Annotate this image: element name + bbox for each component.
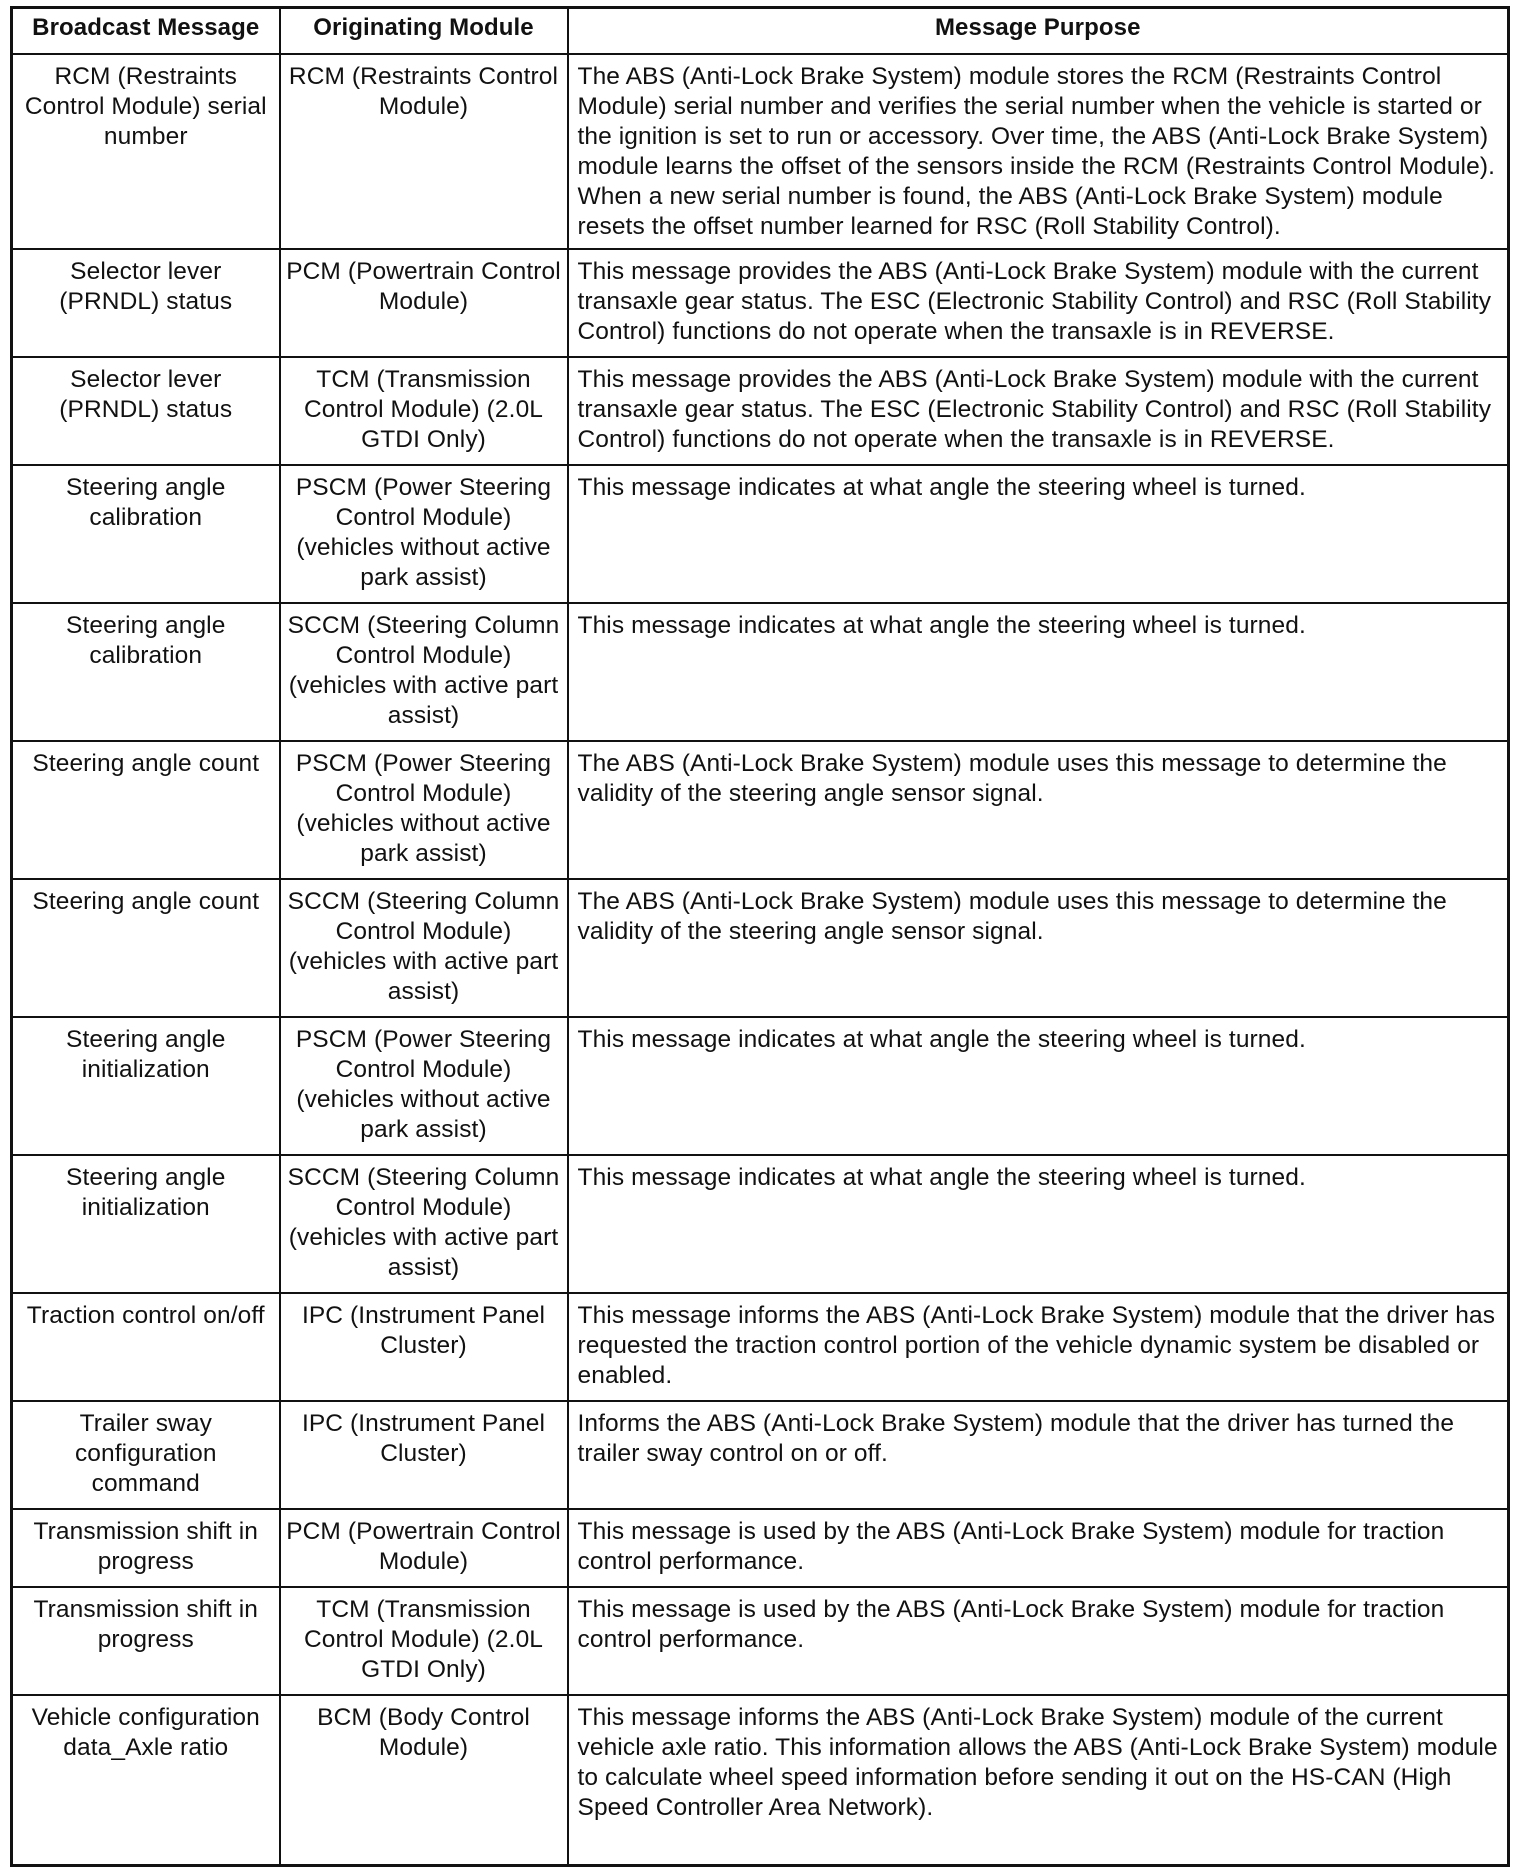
cell-originating-module: SCCM (Steering Column Control Module) (vehicles with active part assist) [280,1155,568,1293]
table-row [12,1401,1509,1509]
table-row [12,357,1509,465]
cell-message-purpose: This message indicates at what angle the steering wheel is turned. [568,1017,1509,1155]
cell-message-purpose: The ABS (Anti-Lock Brake System) module stores the RCM (Restraints Control Module) serial number and verifies the serial number when the vehicle is started or the ignition is set to run or accessory. Over time, the ABS (Anti-Lock Brake System) module learns the offset of the sensors inside the RCM (Restraints Control Module). When a new serial number is found, the ABS (Anti-Lock Brake System) module resets the offset number learned for RSC (Roll Stability Control). [568,54,1509,249]
table-row [12,1509,1509,1587]
cell-originating-module: PSCM (Power Steering Control Module) (vehicles without active park assist) [280,741,568,879]
cell-broadcast-message: Vehicle configuration data_Axle ratio [12,1695,280,1865]
cell-message-purpose: This message provides the ABS (Anti-Lock Brake System) module with the current transaxle gear status. The ESC (Electronic Stability Control) and RSC (Roll Stability Control) functions do not operate when the transaxle is in REVERSE. [568,249,1509,357]
table-row [12,603,1509,741]
cell-broadcast-message: Steering angle count [12,879,280,1017]
cell-broadcast-message: Transmission shift in progress [12,1509,280,1587]
cell-broadcast-message: Steering angle calibration [12,603,280,741]
cell-message-purpose: This message indicates at what angle the steering wheel is turned. [568,1155,1509,1293]
table-header [12,8,1509,55]
cell-broadcast-message: Selector lever (PRNDL) status [12,357,280,465]
cell-broadcast-message: Steering angle initialization [12,1017,280,1155]
table-row [12,1017,1509,1155]
header-originating-module: Originating Module [280,8,568,55]
cell-originating-module: PSCM (Power Steering Control Module) (vehicles without active park assist) [280,1017,568,1155]
cell-originating-module: TCM (Transmission Control Module) (2.0L GTDI Only) [280,357,568,465]
header-row [12,8,1509,55]
table-row [12,465,1509,603]
cell-originating-module: RCM (Restraints Control Module) [280,54,568,249]
cell-broadcast-message: Steering angle calibration [12,465,280,603]
cell-message-purpose: The ABS (Anti-Lock Brake System) module uses this message to determine the validity of the steering angle sensor signal. [568,741,1509,879]
cell-originating-module: IPC (Instrument Panel Cluster) [280,1401,568,1509]
cell-originating-module: PCM (Powertrain Control Module) [280,249,568,357]
cell-originating-module: IPC (Instrument Panel Cluster) [280,1293,568,1401]
cell-message-purpose: This message indicates at what angle the steering wheel is turned. [568,603,1509,741]
broadcast-message-table [10,6,1510,1867]
cell-broadcast-message: Transmission shift in progress [12,1587,280,1695]
header-message-purpose: Message Purpose [568,8,1509,55]
table-row [12,879,1509,1017]
cell-broadcast-message: Selector lever (PRNDL) status [12,249,280,357]
cell-originating-module: TCM (Transmission Control Module) (2.0L GTDI Only) [280,1587,568,1695]
cell-originating-module: PSCM (Power Steering Control Module) (vehicles without active park assist) [280,465,568,603]
cell-broadcast-message: Steering angle count [12,741,280,879]
cell-originating-module: SCCM (Steering Column Control Module) (vehicles with active part assist) [280,879,568,1017]
table-row [12,741,1509,879]
table-row [12,54,1509,249]
cell-message-purpose: This message is used by the ABS (Anti-Lock Brake System) module for traction control performance. [568,1587,1509,1695]
cell-message-purpose: This message informs the ABS (Anti-Lock Brake System) module that the driver has requested the traction control portion of the vehicle dynamic system be disabled or enabled. [568,1293,1509,1401]
cell-message-purpose: This message informs the ABS (Anti-Lock Brake System) module of the current vehicle axle ratio. This information allows the ABS (Anti-Lock Brake System) module to calculate wheel speed information before sending it out on the HS-CAN (High Speed Controller Area Network). [568,1695,1509,1865]
cell-message-purpose: This message provides the ABS (Anti-Lock Brake System) module with the current transaxle gear status. The ESC (Electronic Stability Control) and RSC (Roll Stability Control) functions do not operate when the transaxle is in REVERSE. [568,357,1509,465]
cell-broadcast-message: Steering angle initialization [12,1155,280,1293]
table-body [12,54,1509,1865]
header-broadcast-message: Broadcast Message [12,8,280,55]
table-row [12,1155,1509,1293]
cell-message-purpose: Informs the ABS (Anti-Lock Brake System) module that the driver has turned the trailer sway control on or off. [568,1401,1509,1509]
cell-originating-module: PCM (Powertrain Control Module) [280,1509,568,1587]
cell-broadcast-message: Trailer sway configuration command [12,1401,280,1509]
cell-originating-module: BCM (Body Control Module) [280,1695,568,1865]
table-row [12,249,1509,357]
cell-originating-module: SCCM (Steering Column Control Module) (vehicles with active part assist) [280,603,568,741]
cell-message-purpose: The ABS (Anti-Lock Brake System) module uses this message to determine the validity of the steering angle sensor signal. [568,879,1509,1017]
table-row [12,1695,1509,1865]
cell-message-purpose: This message indicates at what angle the steering wheel is turned. [568,465,1509,603]
table-row [12,1587,1509,1695]
cell-message-purpose: This message is used by the ABS (Anti-Lock Brake System) module for traction control performance. [568,1509,1509,1587]
table-row [12,1293,1509,1401]
cell-broadcast-message: RCM (Restraints Control Module) serial number [12,54,280,249]
cell-broadcast-message: Traction control on/off [12,1293,280,1401]
